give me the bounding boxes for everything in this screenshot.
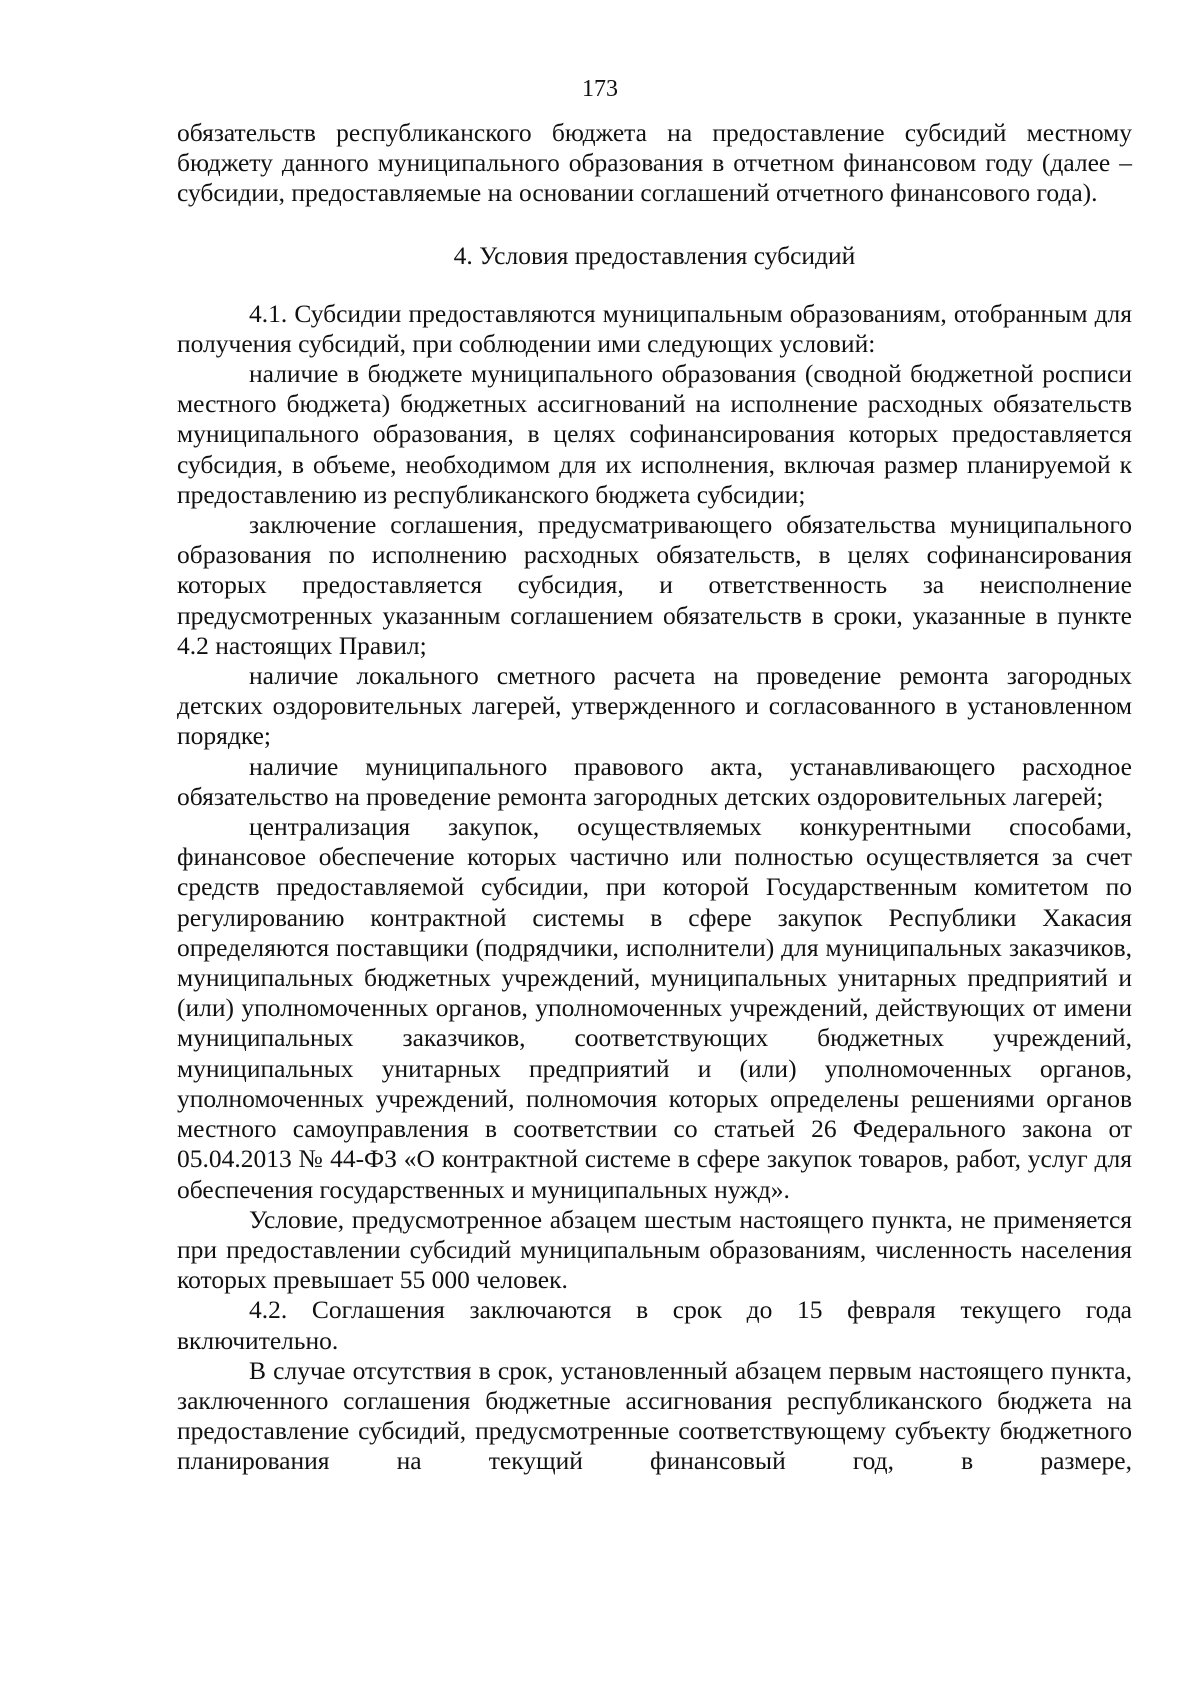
page-number: 173 — [582, 76, 618, 102]
paragraph-absence-case: В случае отсутствия в срок, установленный абзацем первым настоящего пункта, заключенного соглашения бюджетные ассигнования республиканского бюджета на предоставление субсидий, предусмотренные соответствующему субъекту бюджетного планирования на текущий финансовый год, в размере, — [177, 1355, 1132, 1476]
lead-paragraph: обязательств республиканского бюджета на предоставление субсидий местному бюджету данного муниципального образования в отчетном финансовом году (далее – субсидии, предоставляемые на основании соглашений отчетного финансового года). — [177, 118, 1132, 208]
paragraph-condition-budget: наличие в бюджете муниципального образования (сводной бюджетной росписи местного бюджета) бюджетных ассигнований на исполнение расходных обязательств муниципального образования, в целях софинансирования которых предоставляется субсидия, в объеме, необходимом для их исполнения, включая размер планируемой к предоставлению из республиканского бюджета субсидии; — [177, 359, 1132, 509]
paragraph-condition-legal-act: наличие муниципального правового акта, устанавливающего расходное обязательство на проведение ремонта загородных детских оздоровительных лагерей; — [177, 751, 1132, 811]
paragraph-condition-procurement: централизация закупок, осуществляемых конкурентными способами, финансовое обеспечение которых частично или полностью осуществляется за счет средств предоставляемой субсидии, при которой Государственным комитетом по регулированию контрактной системы в сфере закупок Республики Хакасия определяются поставщики (подрядчики, исполнители) для муниципальных заказчиков, муниципальных бюджетных учреждений, муниципальных унитарных предприятий и (или) уполномоченных органов, уполномоченных учреждений, действующих от имени муниципальных заказчиков, соответствующих бюджетных учреждений, муниципальных унитарных предприятий и (или) уполномоченных органов, уполномоченных учреждений, полномочия которых определены решениями органов местного самоуправления в соответствии со статьей 26 Федерального закона от 05.04.2013 № 44-ФЗ «О контрактной системе в сфере закупок товаров, работ, услуг для обеспечения государственных и муниципальных нужд». — [177, 812, 1132, 1204]
paragraph-exception: Условие, предусмотренное абзацем шестым настоящего пункта, не применяется при предоставлении субсидий муниципальным образованиям, численность населения которых превышает 55 000 человек. — [177, 1204, 1132, 1295]
section-heading: 4. Условия предоставления субсидий — [453, 240, 856, 270]
document-body — [177, 118, 1132, 1477]
paragraph-4-1: 4.1. Субсидии предоставляются муниципальным образованиям, отобранным для получения субсидий, при соблюдении ими следующих условий: — [177, 298, 1132, 358]
paragraph-condition-estimate: наличие локального сметного расчета на проведение ремонта загородных детских оздоровительных лагерей, утвержденного и согласованного в установленном порядке; — [177, 661, 1132, 751]
paragraph-condition-agreement: заключение соглашения, предусматривающего обязательства муниципального образования по исполнению расходных обязательств, в целях софинансирования которых предоставляется субсидия, и ответственность за неисполнение предусмотренных указанным соглашением обязательств в сроки, указанные в пункте 4.2 настоящих Правил; — [177, 510, 1132, 660]
paragraph-4-2: 4.2. Соглашения заключаются в срок до 15 февраля текущего года включительно. — [177, 1295, 1132, 1355]
